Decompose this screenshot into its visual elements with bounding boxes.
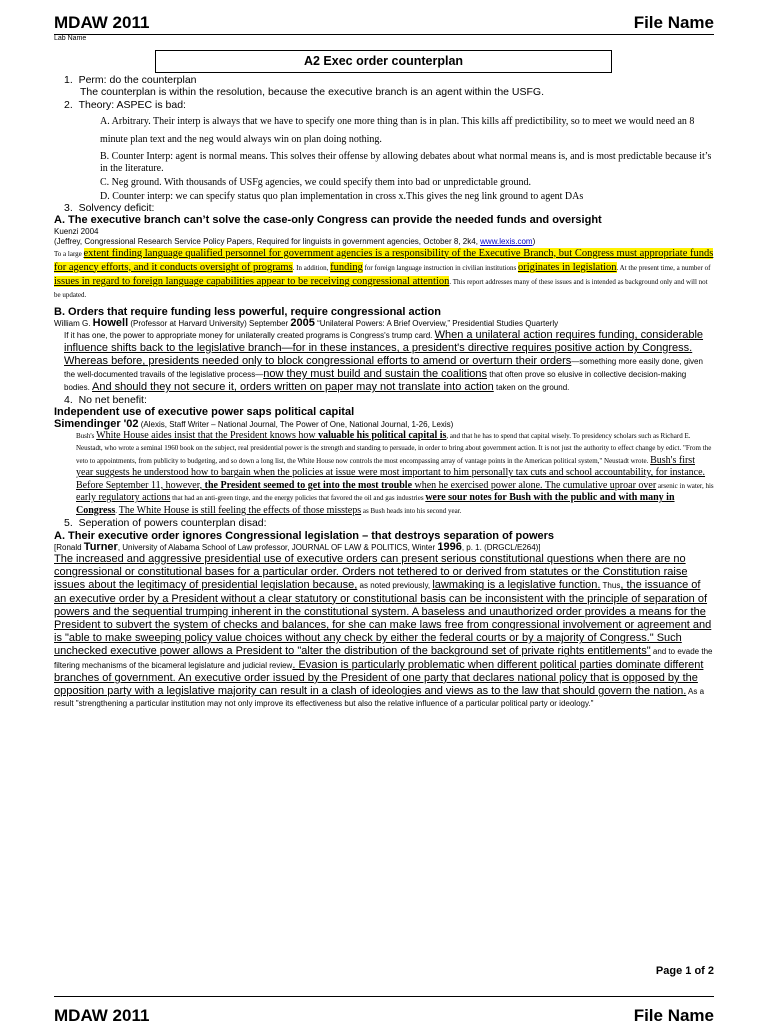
header-file-name: File Name — [633, 13, 714, 32]
point-c: C. Neg ground. With thousands of USFg agencies, we could specify them into bad or unpredictable ground. — [100, 177, 531, 189]
point-b: B. Counter Interp: agent is normal means. This solves their offense by allowing debates about what normal means is, and is most predictable because it’s in the literature. — [100, 151, 712, 174]
header-rule — [54, 34, 714, 35]
turner-card: The increased and aggressive presidential use of executive orders can present serious constitutional questions when there are no congressional or constitutional bases for a particular order. Orders not tethered to or derived from statutes or the Constitution raise issues about the legitimacy of presidential legislation because, as noted previously, lawmaking is a legislative function. Thus, the issuance of an executive order by a President without a clear statutory or constitutional basis can be inconsistent with the principle of separation of powers and the sequential trumping inherent in the constitutional system. A baseless and unauthorized order provides a means for the President to subvert the system of checks and balances, for she can make laws free from congressional involvement or agreement and is "able to make sweeping policy value choices without any check by either the federal courts or by a majority of Congress." Such unchecked executive power allows a President to "alter the distribution of the background set of private rights entitlements" and to evade the filtering mechanisms of the bicameral legislature and judicial review. Evasion is particularly problematic when different political parties dominate different branches of government. An executive order issued by the President of one party that declares national policy that is opposed by the opposition party with a legislative majority can result in a clash of ideologies and views as to the law that should govern the nation. As a result "strengthening a particular institution may not only improve its effectiveness but also the relative influence of a particular political party or ideology." — [54, 553, 713, 709]
kuenzi-card: To a large extent finding language qualified personnel for government agencies is a responsibility of the Executive Branch, but Congress must appropriate funds for agency efforts, and it conducts oversight of programs. In addition, funding for foreign language instruction in civilian institutions originates in legislation. At the present time, a number of issues in regard to foreign language capabilities appear to be receiving congressional attention. This report addresses many of these issues and is intended as background only and will not be updated. — [54, 247, 714, 299]
header-title: MDAW 2011 — [54, 13, 150, 32]
kuenzi-tag: A. The executive branch can’t solve the case-only Congress can provide the needed funds and oversight — [54, 214, 602, 227]
kuenzi-cite-line: Kuenzi 2004 — [54, 226, 99, 236]
simendinger-card: Bush's White House aides insist that the President knows how valuable his political capital is, and that he has to spend that capital wisely. To presidency scholars such as Richard E. Neustadt, who wrote a seminal 1960 book on the subject, real presidential power is the strength and standing to persuade, in order to bring about government action. It is not just the authority to effect change by edict. "From the veto to appointments, from publicity to budgeting, and so down a long list, the White House now controls the most encompassing array of vantage points in the American political system," Neustadt wrote. Bush's first year suggests he understood how to bargain when the policies at issue were most important to him personally tax cuts and school accountability, for instance. Before September 11, however, the President seemed to get into the most trouble when he exercised power alone. The cumulative uproar over arsenic in water, his early regulatory actions that had an anti-green tinge, and the energy policies that favored the oil and gas industries were sour notes for Bush with the public and with many in Congress. The White House is still feeling the effects of those missteps as Bush heads into his second year. — [76, 429, 714, 516]
item-1: 1. Perm: do the counterplan — [64, 74, 197, 86]
item-2: 2. Theory: ASPEC is bad: — [64, 98, 186, 111]
point-a: A. Arbitrary. Their interp is always that we have to specify one more thing than is in plan. This kills aff predictibility, so to meet we would need an 8 minute plan text and the neg would always win on plan doing nothing. — [100, 116, 695, 146]
turner-cite: [Ronald Turner, University of Alabama School of Law professor, JOURNAL OF LAW & POLITICS, Winter 1996, p. 1. (DRGCL/E264)] — [54, 541, 541, 554]
footer-rule — [54, 996, 714, 997]
next-page-header — [54, 1006, 714, 1036]
simendinger-tag: Independent use of executive power saps political capital — [54, 406, 355, 419]
turner-tag: A. Their executive order ignores Congressional legislation – that destroys separation of powers — [54, 529, 555, 542]
page-number: Page 1 of 2 — [655, 965, 714, 977]
page-header — [54, 13, 714, 43]
document-title: A2 Exec order counterplan — [155, 50, 612, 73]
document-body — [54, 74, 714, 711]
point-d: D. Counter interp: we can specify status quo plan implementation in cross x.This gives the neg link ground to agent DAs — [100, 190, 584, 202]
kuenzi-cite: (Jeffrey, Congressional Research Service Policy Papers, Required for linguists in government agencies, October 8, 2k4, www.lexis.com) — [54, 236, 536, 246]
simendinger-cite: Simendinger '02 (Alexis, Staff Writer – National Journal, The Power of One, National Journal, 1-26, Lexis) — [54, 417, 454, 430]
item-3: 3. Solvency deficit: — [64, 201, 155, 214]
footer-file-name: File Name — [633, 1006, 714, 1025]
footer-title: MDAW 2011 — [54, 1006, 150, 1025]
lab-name: Lab Name — [54, 35, 87, 42]
item-5: 5. Seperation of powers counterplan disad: — [64, 517, 267, 530]
howell-card: If it has one, the power to appropriate money for unilaterally created programs is Congress's trump card. When a unilateral action requires funding, considerable influence shifts back to the legislative branch—for in these instances, a president's directive requires positive action by Congress. Whereas before, presidents needed only to block congressional efforts to amend or overturn their orders—something more easily done, given the well-documented travails of the legislative process—now they must build and sustain the coalitions that often prove so elusive in collective decision-making bodies. And should they not secure it, orders written on paper may not translate into action taken on the ground. — [64, 328, 704, 393]
howell-cite: William G. Howell (Professor at Harvard University) September 2005 “Unilateral Powers: A Brief Overview,” Presidential Studies Quarterly — [54, 316, 559, 329]
item-4: 4. No net benefit: — [64, 393, 147, 406]
lexis-link[interactable]: www.lexis.com — [480, 236, 533, 246]
item-1-text: The counterplan is within the resolution, because the executive branch is an agent within the USFG. — [80, 86, 545, 99]
howell-tag: B. Orders that require funding less powerful, require congressional action — [54, 305, 441, 318]
